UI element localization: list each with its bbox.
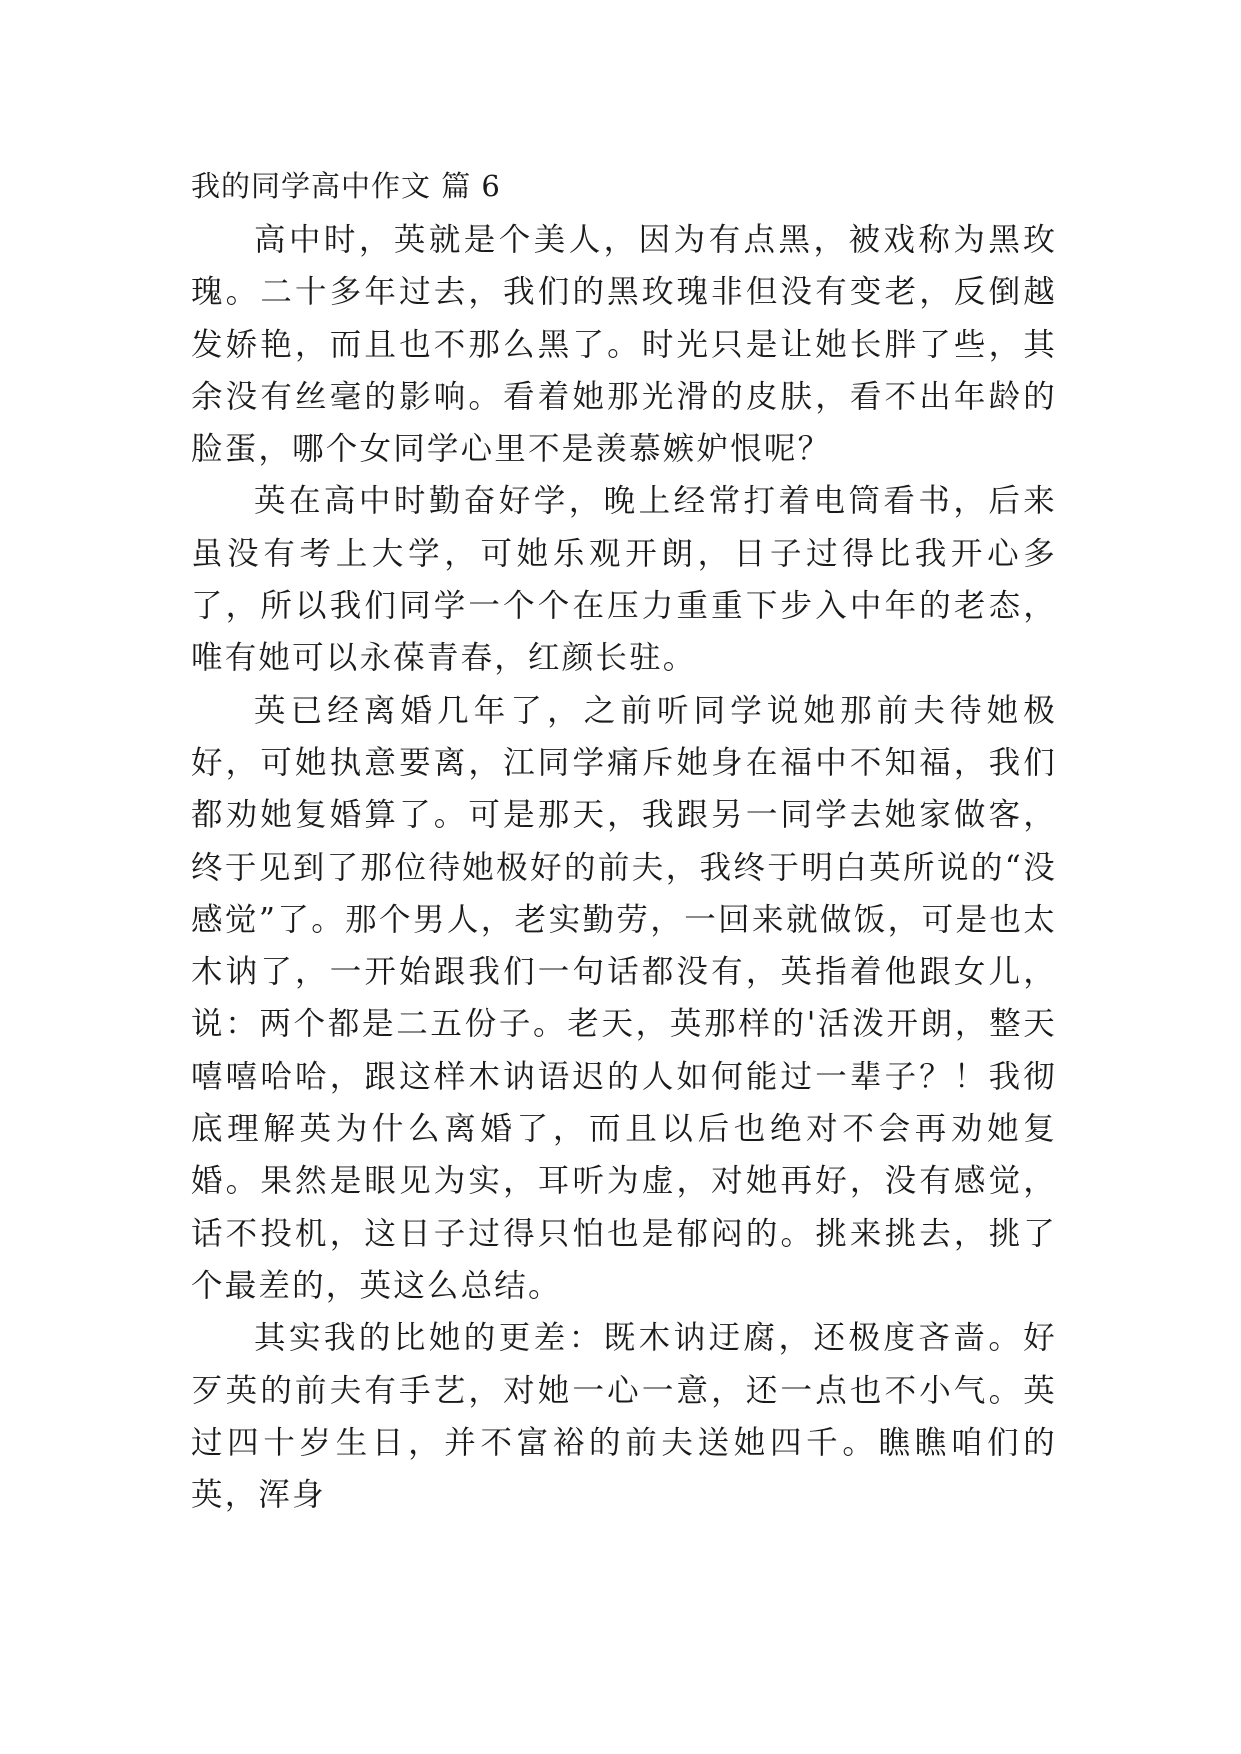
paragraph-2: 英在高中时勤奋好学，晚上经常打着电筒看书，后来虽没有考上大学，可她乐观开朗，日子过得比我开心多了，所以我们同学一个个在压力重重下步入中年的老态，唯有她可以永葆青春，红颜长驻。	[191, 483, 1057, 677]
paragraph-4: 其实我的比她的更差：既木讷迂腐，还极度吝啬。好歹英的前夫有手艺，对她一心一意，还一点也不小气。英过四十岁生日，并不富裕的前夫送她四千。瞧瞧咱们的英，浑身	[191, 1320, 1057, 1514]
essay-body	[191, 214, 1057, 1521]
paragraph-1: 高中时，英就是个美人，因为有点黑，被戏称为黑玫瑰。二十多年过去，我们的黑玫瑰非但没有变老，反倒越发娇艳，而且也不那么黑了。时光只是让她长胖了些，其余没有丝毫的影响。看着她那光滑的皮肤，看不出年龄的脸蛋，哪个女同学心里不是羡慕嫉妒恨呢？	[191, 222, 1057, 468]
paragraph-3: 英已经离婚几年了，之前听同学说她那前夫待她极好，可她执意要离，江同学痛斥她身在福中不知福，我们都劝她复婚算了。可是那天，我跟另一同学去她家做客，终于见到了那位待她极好的前夫，我终于明白英所说的“没感觉”了。那个男人，老实勤劳，一回来就做饭，可是也太木讷了，一开始跟我们一句话都没有，英指着他跟女儿，说：两个都是二五份子。老天，英那样的'活泼开朗，整天嘻嘻哈哈，跟这样木讷语迟的人如何能过一辈子？！我彻底理解英为什么离婚了，而且以后也绝对不会再劝她复婚。果然是眼见为实，耳听为虚，对她再好，没有感觉，话不投机，这日子过得只怕也是郁闷的。挑来挑去，挑了个最差的，英这么总结。	[191, 692, 1057, 1304]
essay-title: 我的同学高中作文 篇 6	[191, 169, 501, 203]
